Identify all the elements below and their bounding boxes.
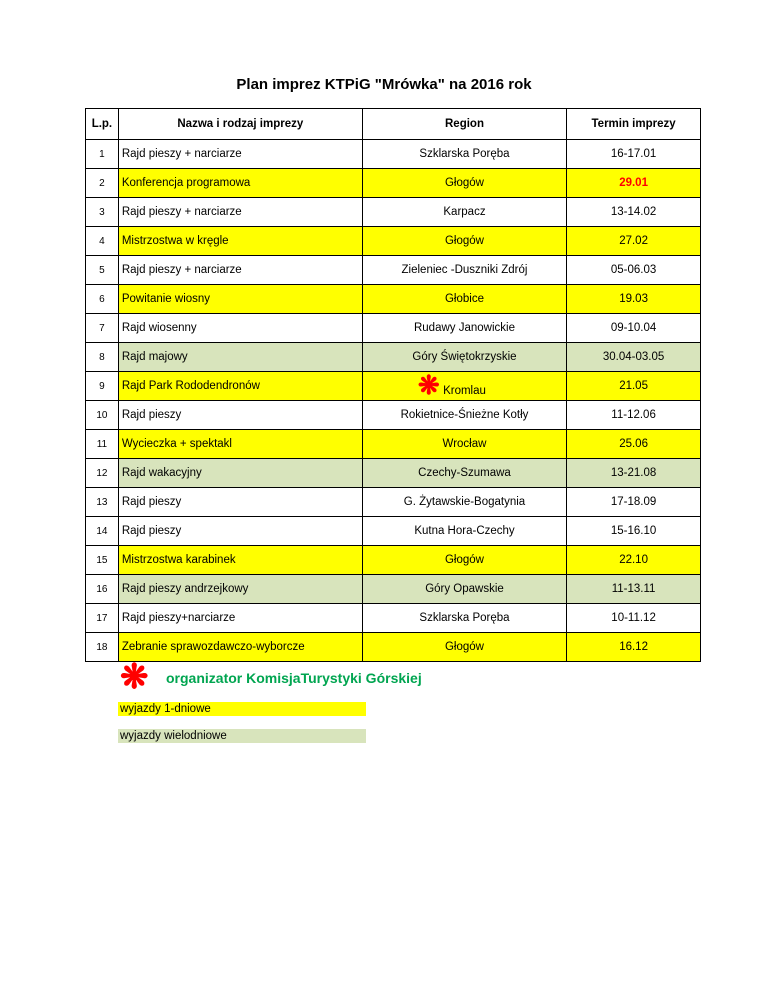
event-region — [362, 372, 566, 401]
row-number: 11 — [86, 430, 119, 459]
event-region: Czechy-Szumawa — [362, 459, 566, 488]
region-label: Kromlau — [443, 385, 486, 397]
event-region: Wrocław — [362, 430, 566, 459]
event-date: 05-06.03 — [567, 256, 701, 285]
table-row — [86, 488, 701, 517]
row-number: 12 — [86, 459, 119, 488]
event-name: Rajd pieszy — [118, 401, 362, 430]
row-number: 8 — [86, 343, 119, 372]
row-number: 5 — [86, 256, 119, 285]
row-number: 3 — [86, 198, 119, 227]
event-date: 21.05 — [567, 372, 701, 401]
event-name: Wycieczka + spektakl — [118, 430, 362, 459]
page-title: Plan imprez KTPiG "Mrówka" na 2016 rok — [236, 76, 532, 93]
row-number: 13 — [86, 488, 119, 517]
event-name: Rajd wakacyjny — [118, 459, 362, 488]
table-row — [86, 256, 701, 285]
event-date: 11-13.11 — [567, 575, 701, 604]
event-date: 22.10 — [567, 546, 701, 575]
event-name: Rajd pieszy + narciarze — [118, 198, 362, 227]
event-region: Głogów — [362, 169, 566, 198]
organizer-star-icon: ❋ — [417, 370, 440, 400]
events-table — [85, 108, 701, 662]
table-row — [86, 517, 701, 546]
event-date: 17-18.09 — [567, 488, 701, 517]
event-date: 25.06 — [567, 430, 701, 459]
legend-one-day: wyjazdy 1-dniowe — [118, 702, 366, 716]
table-header-row — [86, 109, 701, 140]
event-date: 16-17.01 — [567, 140, 701, 169]
event-region: Szklarska Poręba — [362, 604, 566, 633]
event-name: Rajd wiosenny — [118, 314, 362, 343]
event-region: G. Żytawskie-Bogatynia — [362, 488, 566, 517]
header-name: Nazwa i rodzaj imprezy — [118, 109, 362, 140]
event-name: Rajd pieszy + narciarze — [118, 256, 362, 285]
table-row — [86, 285, 701, 314]
row-number: 6 — [86, 285, 119, 314]
event-region: Kutna Hora-Czechy — [362, 517, 566, 546]
row-number: 15 — [86, 546, 119, 575]
event-name: Mistrzostwa karabinek — [118, 546, 362, 575]
event-name: Rajd pieszy — [118, 517, 362, 546]
event-date: 27.02 — [567, 227, 701, 256]
event-name: Rajd pieszy + narciarze — [118, 140, 362, 169]
table-row — [86, 633, 701, 662]
row-number: 18 — [86, 633, 119, 662]
event-date: 16.12 — [567, 633, 701, 662]
event-name: Rajd pieszy+narciarze — [118, 604, 362, 633]
event-date: 29.01 — [567, 169, 701, 198]
row-number: 10 — [86, 401, 119, 430]
organizer-star-icon: ❋ — [120, 658, 149, 696]
event-name: Powitanie wiosny — [118, 285, 362, 314]
event-region: Głogów — [362, 546, 566, 575]
event-name: Zebranie sprawozdawczo-wyborcze — [118, 633, 362, 662]
event-date: 13-14.02 — [567, 198, 701, 227]
event-name: Rajd Park Rododendronów — [118, 372, 362, 401]
table-row — [86, 372, 701, 401]
table-row — [86, 169, 701, 198]
event-region: Góry Świętokrzyskie — [362, 343, 566, 372]
table-row — [86, 604, 701, 633]
row-number: 2 — [86, 169, 119, 198]
table-row — [86, 546, 701, 575]
table-row — [86, 401, 701, 430]
legend-multi-day: wyjazdy wielodniowe — [118, 729, 366, 743]
event-name: Rajd pieszy andrzejkowy — [118, 575, 362, 604]
event-name: Rajd pieszy — [118, 488, 362, 517]
event-region: Głogów — [362, 227, 566, 256]
event-name: Konferencja programowa — [118, 169, 362, 198]
row-number: 4 — [86, 227, 119, 256]
event-region: Rudawy Janowickie — [362, 314, 566, 343]
event-date: 11-12.06 — [567, 401, 701, 430]
header-region: Region — [362, 109, 566, 140]
event-date: 19.03 — [567, 285, 701, 314]
event-date: 09-10.04 — [567, 314, 701, 343]
row-number: 14 — [86, 517, 119, 546]
row-number: 17 — [86, 604, 119, 633]
event-name: Rajd majowy — [118, 343, 362, 372]
row-number: 9 — [86, 372, 119, 401]
event-region: Góry Opawskie — [362, 575, 566, 604]
event-region: Zieleniec -Duszniki Zdrój — [362, 256, 566, 285]
table-row — [86, 314, 701, 343]
event-date: 30.04-03.05 — [567, 343, 701, 372]
table-row — [86, 198, 701, 227]
table-row — [86, 575, 701, 604]
table-row — [86, 140, 701, 169]
table-row — [86, 343, 701, 372]
header-lp: L.p. — [86, 109, 119, 140]
row-number: 1 — [86, 140, 119, 169]
row-number: 7 — [86, 314, 119, 343]
event-region: Rokietnice-Śnieżne Kotły — [362, 401, 566, 430]
event-region: Karpacz — [362, 198, 566, 227]
event-date: 15-16.10 — [567, 517, 701, 546]
table-row — [86, 227, 701, 256]
organizer-note: organizator KomisjaTurystyki Górskiej — [166, 670, 422, 686]
table-row — [86, 430, 701, 459]
table-row — [86, 459, 701, 488]
event-date: 13-21.08 — [567, 459, 701, 488]
event-region: Głobice — [362, 285, 566, 314]
event-name: Mistrzostwa w kręgle — [118, 227, 362, 256]
row-number: 16 — [86, 575, 119, 604]
event-region: Szklarska Poręba — [362, 140, 566, 169]
header-term: Termin imprezy — [567, 109, 701, 140]
event-date: 10-11.12 — [567, 604, 701, 633]
event-region: Głogów — [362, 633, 566, 662]
